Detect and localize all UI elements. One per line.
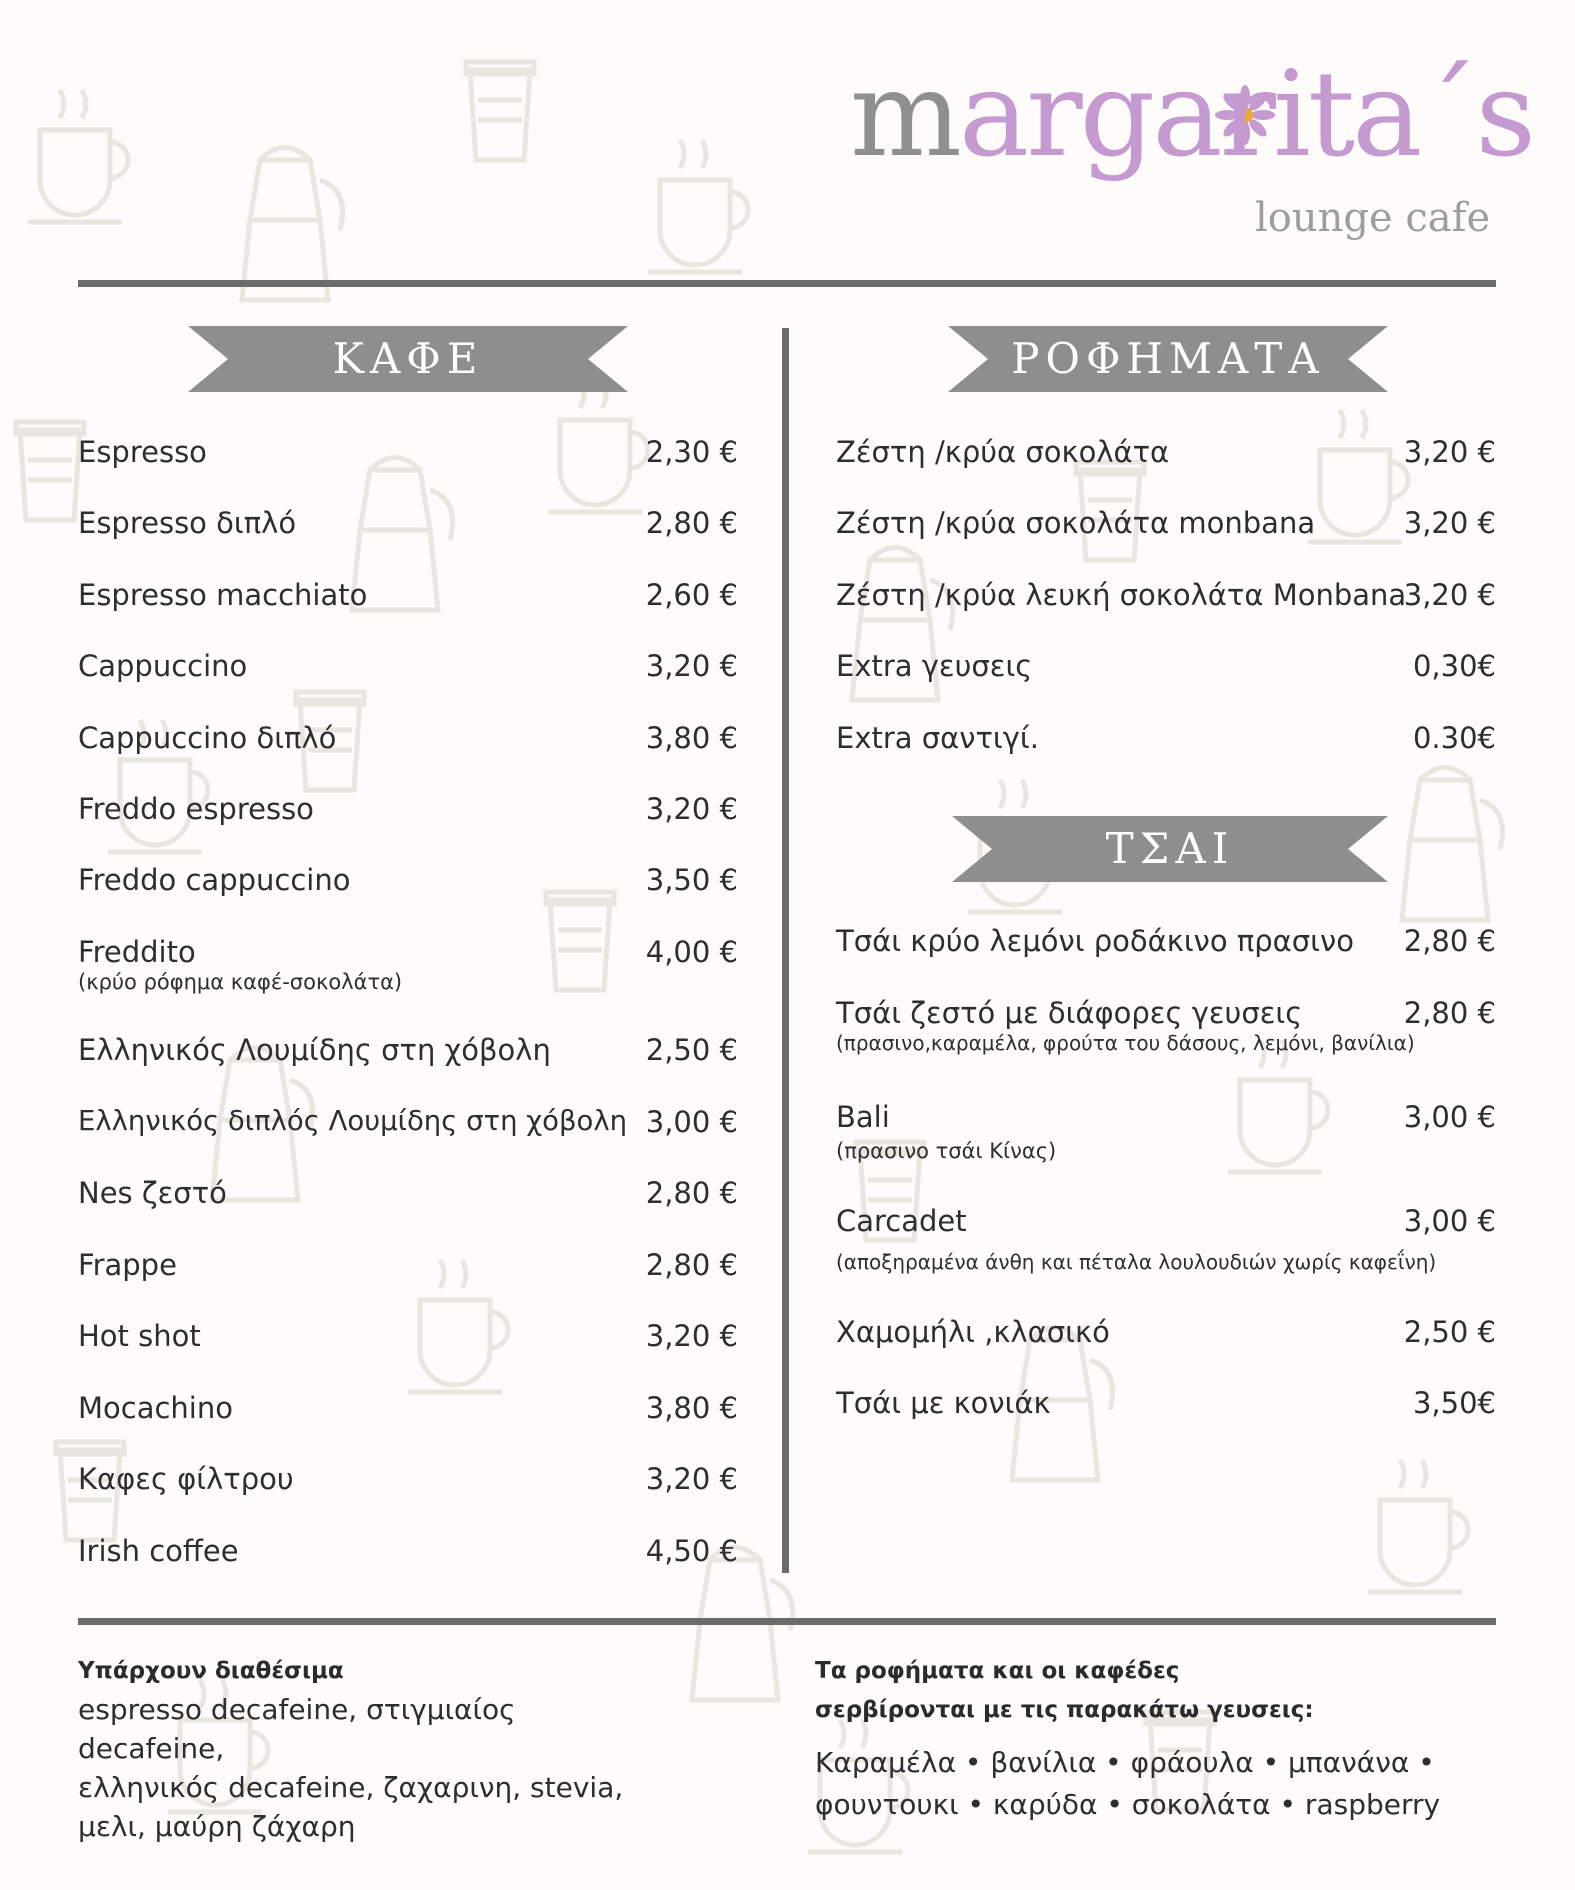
item-description: (αποξηραμένα άνθη και πέταλα λουλουδιών χωρίς καφεΐνη)	[836, 1250, 1437, 1274]
available-options-list	[78, 1690, 638, 1846]
item-name: Ελληνικός διπλός Λουμίδης στη χόβολη	[78, 1105, 628, 1137]
available-options-line: ελληνικός decafeine, ζαχαρινη, stevia,	[78, 1771, 624, 1804]
item-name: Freddito	[78, 935, 196, 969]
coffee-section-banner	[188, 326, 628, 392]
item-name: Espresso	[78, 435, 207, 469]
item-description: (κρύο ρόφημα καφέ-σοκολάτα)	[78, 970, 403, 994]
item-price: 2,80 €	[645, 506, 738, 540]
item-price: 2,80 €	[1403, 996, 1496, 1030]
bottom-divider	[78, 1618, 1496, 1625]
item-price: 0.30€	[1412, 721, 1496, 755]
item-name: Bali	[836, 1100, 890, 1134]
item-name: Irish coffee	[78, 1534, 239, 1568]
available-options-title: Υπάρχουν διαθέσιμα	[78, 1658, 344, 1684]
item-name: Espresso macchiato	[78, 578, 368, 612]
item-description: (πρασινο,καραμέλα, φρούτα του δάσους, λεμόνι, βανίλια)	[836, 1031, 1415, 1055]
brand-logo	[835, 45, 1534, 270]
item-price: 2,80 €	[1403, 924, 1496, 958]
item-name: Extra γευσεις	[836, 649, 1033, 683]
drinks-section-title: ΡΟΦΗΜΑΤΑ	[1011, 334, 1325, 383]
tea-section-title: ΤΣΑΙ	[1105, 824, 1235, 873]
item-name: Espresso διπλό	[78, 506, 297, 540]
item-name: Mocachino	[78, 1391, 233, 1425]
item-name: Τσάι κρύο λεμόνι ροδάκινο πρασινο	[836, 924, 1354, 958]
drinks-section-banner	[948, 326, 1388, 392]
item-name: Τσάι ζεστό με διάφορες γευσεις	[836, 996, 1303, 1030]
item-price: 3,20 €	[1403, 435, 1496, 469]
item-price: 3,50 €	[645, 863, 738, 897]
item-price: 2,80 €	[645, 1176, 738, 1210]
item-price: 3,00 €	[1403, 1204, 1496, 1238]
item-name: Nes ζεστό	[78, 1176, 227, 1210]
item-price: 3,00 €	[645, 1105, 738, 1139]
flavors-list	[815, 1742, 1455, 1826]
item-name: Χαμομήλι ,κλασικό	[836, 1315, 1110, 1349]
logo-wordmark: margarita´s	[850, 45, 1534, 183]
item-price: 3,20 €	[1403, 578, 1496, 612]
item-description: (πρασινο τσάι Κίνας)	[836, 1139, 1057, 1163]
item-name: Frappe	[78, 1248, 177, 1282]
item-price: 2,50 €	[645, 1033, 738, 1067]
item-price: 3,20 €	[645, 792, 738, 826]
item-name: Ζέστη /κρύα λευκή σοκολάτα Monbana	[836, 578, 1407, 612]
item-price: 4,50 €	[645, 1534, 738, 1568]
item-price: 3,20 €	[645, 649, 738, 683]
item-price: 3,20 €	[645, 1319, 738, 1353]
top-divider	[78, 280, 1496, 287]
column-divider	[782, 328, 789, 1573]
item-price: 2,50 €	[1403, 1315, 1496, 1349]
item-price: 4,00 €	[645, 935, 738, 969]
item-price: 3,20 €	[645, 1462, 738, 1496]
item-name: Ζέστη /κρύα σοκολάτα	[836, 435, 1170, 469]
flavors-title-line-2: σερβίρονται με τις παρακάτω γευσεις:	[815, 1697, 1314, 1723]
flavors-line: φουντουκι • καρύδα • σοκολάτα • raspberry	[815, 1788, 1441, 1821]
item-name: Ζέστη /κρύα σοκολάτα monbana	[836, 506, 1316, 540]
coffee-section-title: ΚΑΦΕ	[332, 334, 484, 383]
item-name: Τσάι με κονιάκ	[836, 1386, 1051, 1420]
item-name: Cappuccino διπλό	[78, 721, 337, 755]
item-price: 2,80 €	[645, 1248, 738, 1282]
item-name: Hot shot	[78, 1319, 201, 1353]
item-name: Extra σαντιγί.	[836, 721, 1039, 755]
flavors-title-line-1: Τα ροφήματα και οι καφέδες	[815, 1658, 1180, 1684]
item-price: 3,80 €	[645, 721, 738, 755]
item-price: 3,80 €	[645, 1391, 738, 1425]
item-price: 3,20 €	[1403, 506, 1496, 540]
item-name: Freddo espresso	[78, 792, 314, 826]
item-name: Ελληνικός Λουμίδης στη χόβολη	[78, 1033, 551, 1067]
item-price: 2,30 €	[645, 435, 738, 469]
item-price: 0,30€	[1412, 649, 1496, 683]
available-options-line: espresso decafeine, στιγμιαίος decafeine,	[78, 1693, 516, 1765]
item-name: Cappuccino	[78, 649, 248, 683]
item-name: Καφες φίλτρου	[78, 1462, 294, 1496]
item-price: 2,60 €	[645, 578, 738, 612]
available-options-line: μελι, μαύρη ζάχαρη	[78, 1810, 356, 1843]
item-price: 3,00 €	[1403, 1100, 1496, 1134]
logo-tagline: lounge cafe	[1255, 195, 1491, 241]
item-name: Freddo cappuccino	[78, 863, 351, 897]
item-price: 3,50€	[1412, 1386, 1496, 1420]
item-name: Carcadet	[836, 1204, 967, 1238]
flavors-line: Καραμέλα • βανίλια • φράουλα • μπανάνα •	[815, 1746, 1435, 1779]
tea-section-banner	[952, 816, 1388, 882]
